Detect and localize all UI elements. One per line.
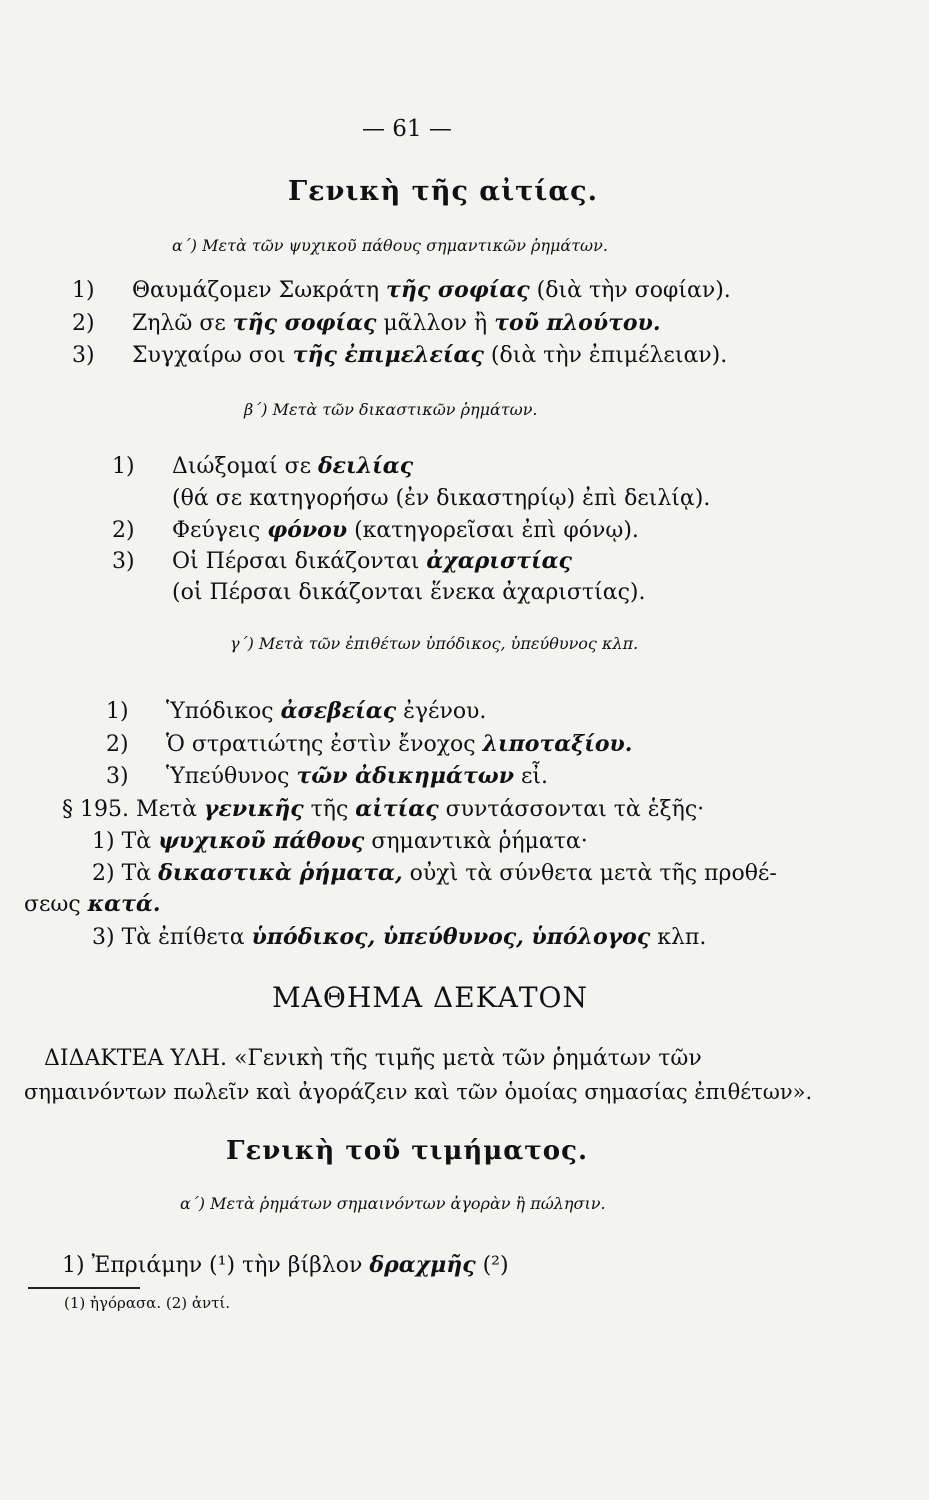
text: Θαυμάζομεν Σωκράτη [132, 278, 387, 303]
item-number: 1) [72, 278, 95, 303]
bold-text: τῆς ἐπιμελείας [292, 342, 484, 368]
bold-text: δικαστικὰ ῥήματα, [158, 860, 403, 886]
text: σημαντικὰ ῥήματα· [364, 829, 588, 854]
item-number: 3) [106, 764, 129, 789]
subheading-c: γ΄) Μετὰ τῶν ἐπιθέτων ὑπόδικος, ὑπεύθυνος κλπ. [230, 634, 639, 653]
text: 1) Ἐπριάμην (¹) τὴν βίβλον [62, 1253, 370, 1278]
text: 1) Τὰ [92, 829, 159, 854]
text: (διὰ τὴν ἐπιμέλειαν). [483, 343, 728, 368]
text: σεως [24, 892, 88, 917]
example-b1 [112, 455, 413, 478]
example-c2 [106, 733, 632, 756]
lesson-title: ΜΑΘΗΜΑ ΔΕΚΑΤΟΝ [272, 981, 588, 1014]
footnote: (1) ἠγόρασα. (2) ἀντί. [64, 1294, 231, 1312]
example-b3-note: (οἱ Πέρσαι δικάζονται ἕνεκα ἀχαριστίας). [172, 580, 646, 605]
text: (κατηγορεῖσαι ἐπὶ φόνῳ). [347, 518, 639, 543]
text: (²) [475, 1253, 509, 1278]
lesson-intro-line-1 [44, 1048, 702, 1070]
lesson-heading: Γενικὴ τοῦ τιμήματος. [226, 1136, 589, 1166]
item-number: 2) [72, 311, 95, 336]
text: ἐγένου. [396, 699, 487, 724]
example-c1 [106, 700, 486, 723]
bold-text: ἀχαριστίας [426, 548, 572, 574]
bold-text: λιποταξίου. [482, 731, 633, 757]
rule-paragraph-lead [62, 798, 704, 821]
example-b3 [112, 550, 572, 573]
bold-text: γενικῆς [203, 796, 304, 822]
text: τῆς [303, 797, 356, 822]
text: Ὑπόδικος [166, 699, 281, 724]
bold-text: ψυχικοῦ πάθους [158, 828, 365, 854]
text: 3) Τὰ ἐπίθετα [92, 925, 252, 950]
rule-item-2 [92, 862, 777, 885]
example-a2 [72, 312, 661, 335]
example-b2 [112, 519, 639, 542]
text: συντάσσονται τὰ ἑξῆς· [438, 797, 705, 822]
bold-text: κατά. [87, 891, 161, 917]
rule-item-3 [92, 926, 706, 949]
text: Φεύγεις [172, 518, 268, 543]
rule-item-1 [92, 830, 588, 853]
example-c3 [106, 765, 548, 788]
example-a3 [72, 344, 727, 367]
section-heading: Γενικὴ τῆς αἰτίας. [288, 176, 598, 207]
bold-text: ἀσεβείας [280, 698, 397, 724]
text: κλπ. [650, 925, 707, 950]
bold-text: δραχμῆς [369, 1252, 476, 1278]
text: οὐχὶ τὰ σύνθετα μετὰ τῆς προθέ- [402, 861, 777, 886]
bold-text: τῆς σοφίας [386, 277, 530, 303]
text: 2) Τὰ [92, 861, 159, 886]
item-number: 3) [112, 549, 135, 574]
footnote-rule [28, 1287, 140, 1289]
bold-text: τοῦ πλούτου. [494, 310, 661, 336]
item-number: 3) [72, 343, 95, 368]
lesson-intro-line-2: σημαινόντων πωλεῖν καὶ ἀγοράζειν καὶ τῶν ὁμοίας σημασίας ἐπιθέτων». [24, 1080, 813, 1104]
text: «Γενικὴ τῆς τιμῆς μετὰ τῶν ῥημάτων τῶν [227, 1046, 702, 1071]
item-number: 2) [112, 518, 135, 543]
bold-text: τῶν ἀδικημάτων [296, 763, 514, 789]
text: § 195. Μετὰ [62, 797, 204, 822]
text: Διώξομαί σε [172, 454, 318, 479]
text: Ζηλῶ σε [132, 311, 233, 336]
lesson-subheading-a: α΄) Μετὰ ῥημάτων σημαινόντων ἀγορὰν ἢ πώλησιν. [180, 1194, 606, 1213]
bold-text: αἰτίας [355, 796, 439, 822]
text: Ὁ στρατιώτης ἐστὶν ἔνοχος [166, 732, 483, 757]
text: μᾶλλον ἢ [376, 311, 495, 336]
subheading-b: β΄) Μετὰ τῶν δικαστικῶν ῥημάτων. [244, 400, 538, 419]
item-number: 1) [112, 454, 135, 479]
lesson-example-1 [62, 1254, 509, 1277]
text: Ὑπεύθυνος [166, 764, 297, 789]
bold-text: τῆς σοφίας [232, 310, 377, 336]
subheading-a: α΄) Μετὰ τῶν ψυχικοῦ πάθους σημαντικῶν ῥημάτων. [172, 236, 608, 255]
text: Οἱ Πέρσαι δικάζονται [172, 549, 427, 574]
bold-text: φόνου [267, 517, 348, 543]
bold-text: δειλίας [318, 453, 414, 479]
text: εἶ. [513, 764, 548, 789]
text: (διὰ τὴν σοφίαν). [529, 278, 731, 303]
intro-label: ΔΙΔΑΚΤΕΑ ΥΛΗ. [44, 1046, 227, 1071]
example-a1 [72, 279, 731, 302]
text: Συγχαίρω σοι [132, 343, 293, 368]
item-number: 2) [106, 732, 129, 757]
item-number: 1) [106, 699, 129, 724]
rule-item-2-cont [24, 893, 160, 916]
bold-text: ὑπόδικος, ὑπεύθυνος, ὑπόλογος [251, 924, 651, 950]
page-number: — 61 — [362, 116, 452, 142]
example-b1-note: (θά σε κατηγορήσω (ἐν δικαστηρίῳ) ἐπὶ δειλίᾳ). [172, 486, 711, 511]
